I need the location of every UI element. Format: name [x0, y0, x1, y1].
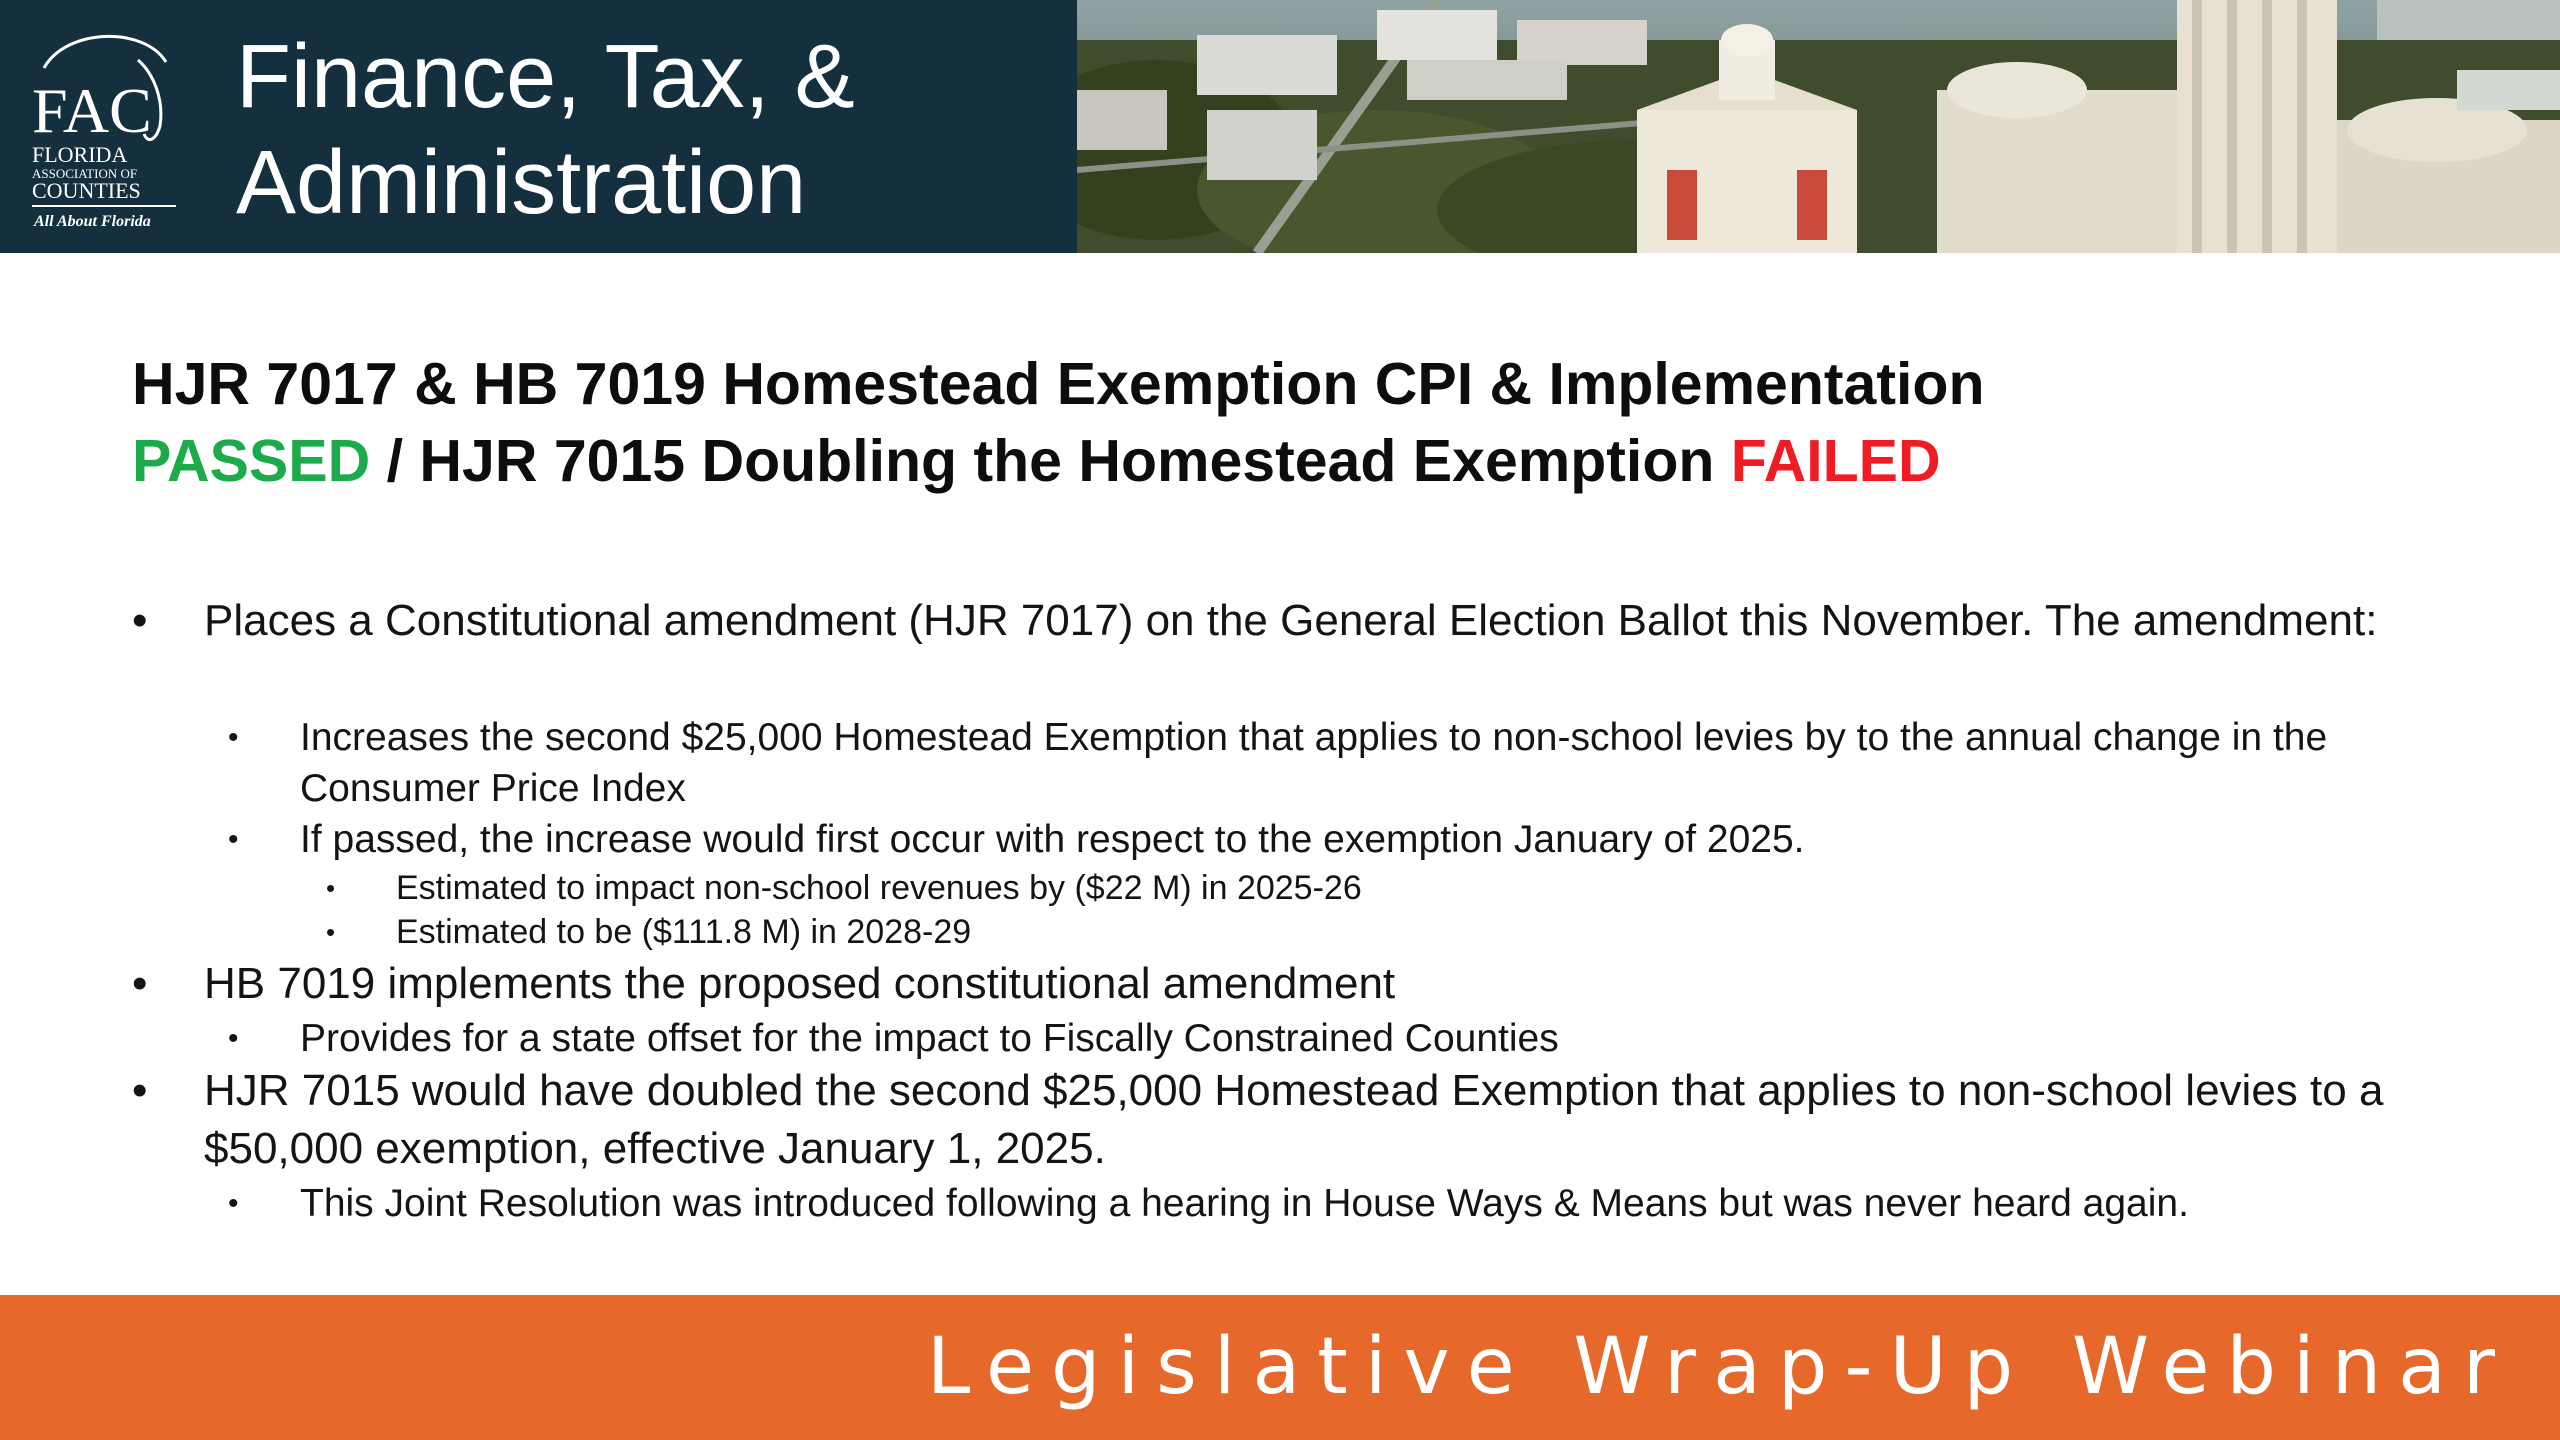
bullet-text: If passed, the increase would first occur with respect to the exemption January of 2025.: [300, 818, 1805, 861]
bullet-item: [132, 592, 2384, 650]
sub-sub-bullet-item: [326, 866, 2296, 910]
bullet-marker: •: [228, 823, 239, 856]
sub-sub-bullet-item: [326, 910, 2296, 954]
bullet-text: Estimated to impact non-school revenues by ($22 M) in 2025-26: [396, 869, 1362, 907]
bullet-text: Places a Constitutional amendment (HJR 7017) on the General Election Ballot this November. The amendment:: [204, 596, 2378, 645]
status-passed: PASSED: [132, 428, 371, 494]
bullet-marker: •: [326, 917, 336, 947]
webinar-title: Legislative Wrap-Up Webinar: [926, 1322, 2512, 1412]
bullet-marker: •: [326, 873, 336, 903]
svg-text:FAC: FAC: [32, 75, 152, 146]
sub-bullet-item: [228, 1013, 2430, 1064]
section-title-line1: Finance, Tax, &: [236, 27, 855, 127]
heading-line1: HJR 7017 & HB 7019 Homestead Exemption CPI & Implementation: [132, 351, 1985, 417]
sub-bullet-item: [228, 1178, 2430, 1229]
svg-text:All About Florida: All About Florida: [34, 213, 151, 230]
bullet-item: [132, 955, 2384, 1013]
svg-text:COUNTIES: COUNTIES: [32, 178, 141, 203]
bullet-marker: •: [132, 596, 148, 645]
section-title-line2: Administration: [236, 133, 807, 233]
bullet-text: HB 7019 implements the proposed constitutional amendment: [204, 959, 1396, 1008]
svg-text:FLORIDA: FLORIDA: [32, 142, 128, 167]
bullet-marker: •: [132, 1066, 148, 1115]
status-failed: FAILED: [1730, 428, 1941, 494]
bullet-text: Provides for a state offset for the impact to Fiscally Constrained Counties: [300, 1017, 1559, 1060]
bullet-marker: •: [228, 1187, 239, 1220]
bullet-text: Increases the second $25,000 Homestead Exemption that applies to non-school levies by to the annual change in the Consumer Price Index: [300, 716, 2328, 810]
bullet-marker: •: [228, 1022, 239, 1055]
footer-banner: [0, 1295, 2560, 1440]
bullet-marker: •: [228, 721, 239, 754]
sub-bullet-item: [228, 712, 2430, 814]
heading-middle: / HJR 7015 Doubling the Homestead Exemption: [370, 428, 1731, 494]
bullet-text: Estimated to be ($111.8 M) in 2028-29: [396, 913, 972, 951]
bullet-marker: •: [132, 959, 148, 1008]
svg-text:ASSOCIATION OF: ASSOCIATION OF: [32, 166, 138, 181]
bullet-text: This Joint Resolution was introduced following a hearing in House Ways & Means but was never heard again.: [300, 1182, 2189, 1225]
bullet-text: HJR 7015 would have doubled the second $25,000 Homestead Exemption that applies to non-school levies to a $50,000 exemption, effective January 1, 2025.: [204, 1066, 2384, 1173]
sub-bullet-item: [228, 814, 2430, 865]
bullet-item: [132, 1062, 2384, 1178]
